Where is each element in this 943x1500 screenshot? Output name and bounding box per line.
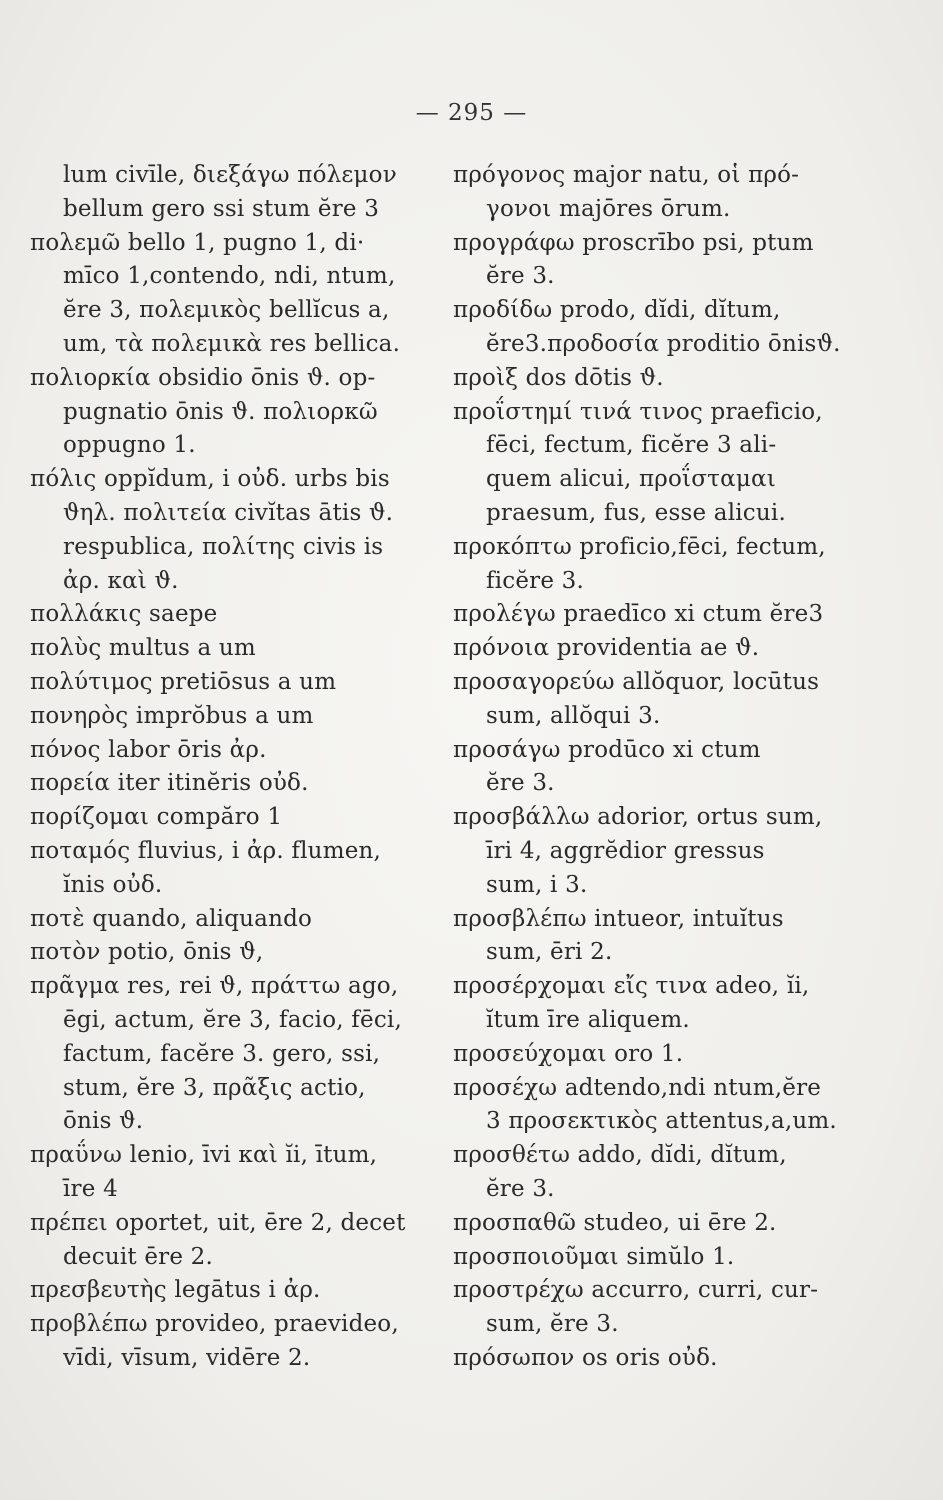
dictionary-line: lum civīle, διεξάγω πόλεμον [63, 162, 397, 188]
page-number: — 295 — [415, 100, 528, 126]
dictionary-line: ĕre 3. [486, 1175, 555, 1202]
dictionary-line: stum, ĕre 3, πρᾶξις actio, [63, 1074, 366, 1101]
dictionary-line: īre 4 [63, 1175, 118, 1202]
dictionary-line: 3 προσεκτικὸς attentus,a,um. [486, 1108, 837, 1135]
dictionary-line: bellum gero ssi stum ĕre 3 [63, 195, 380, 222]
dictionary-line: πόλις oppĭdum, i οὐδ. urbs bis [30, 466, 390, 493]
dictionary-line: sum, i 3. [486, 871, 588, 898]
dictionary-line: προγράφω proscrībo psi, ptum [453, 229, 814, 256]
dictionary-line: προκόπτω proficio,fēci, fectum, [453, 533, 826, 560]
dictionary-line: um, τὰ πολεμικὰ res bellica. [63, 330, 401, 357]
dictionary-line: ποτὸν potio, ōnis ϑ, [30, 939, 264, 966]
dictionary-line: πρόγονος major natu, οἱ πρό- [453, 162, 800, 188]
dictionary-line: προσεύχομαι oro 1. [453, 1040, 684, 1067]
dictionary-line: pugnatio ōnis ϑ. πολιορκῶ [63, 398, 378, 425]
dictionary-line: ποτὲ quando, aliquando [30, 905, 313, 932]
dictionary-line: respublica, πολίτης civis is [63, 533, 384, 560]
dictionary-line: πορίζομαι compăro 1 [30, 804, 283, 831]
dictionary-line: ĭnis οὐδ. [63, 871, 163, 898]
dictionary-line: fēci, fectum, ficĕre 3 ali- [486, 432, 777, 459]
dictionary-line: προσέρχομαι εἴς τινα adeo, ĭi, [453, 973, 810, 1000]
right-column [453, 159, 923, 1376]
dictionary-line: προσπαθῶ studeo, ui ēre 2. [453, 1209, 777, 1236]
dictionary-line: quem alicui, προΐσταμαι [486, 466, 776, 493]
dictionary-line: sum, allŏqui 3. [486, 702, 661, 729]
dictionary-line: προσέχω adtendo,ndi ntum,ĕre [453, 1074, 822, 1101]
dictionary-line: ficĕre 3. [486, 567, 585, 594]
dictionary-line: ĕre 3. [486, 770, 555, 797]
dictionary-line: προσθέτω addo, dĭdi, dĭtum, [453, 1142, 787, 1169]
dictionary-line: πραΰνω lenio, īvi καὶ ĭi, ītum, [30, 1142, 378, 1169]
dictionary-line: προσάγω prodūco xi ctum [453, 736, 761, 763]
dictionary-line: ποταμός fluvius, i ἀρ. flumen, [30, 837, 382, 864]
dictionary-line: īri 4, aggrĕdior gressus [486, 837, 765, 864]
dictionary-line: προδίδω prodo, dĭdi, dĭtum, [453, 297, 781, 324]
dictionary-line: προσποιοῦμαι simŭlo 1. [453, 1243, 735, 1270]
dictionary-line: πρόνοια providentia ae ϑ. [453, 635, 760, 662]
dictionary-line: ϑηλ. πολιτεία civĭtas ātis ϑ. [63, 499, 394, 526]
dictionary-line: ĕre3.προδοσία proditio ōnisϑ. [486, 330, 841, 357]
left-column [30, 159, 450, 1376]
dictionary-line: προσαγορεύω allŏquor, locūtus [453, 668, 820, 695]
dictionary-line: ōnis ϑ. [63, 1108, 144, 1135]
dictionary-line: προλέγω praedīco xi ctum ĕre3 [453, 601, 824, 628]
dictionary-line: προΐστημί τινά τινος praeficio, [453, 398, 823, 425]
dictionary-line: ĕre 3. [486, 263, 555, 290]
dictionary-line: ἀρ. καὶ ϑ. [63, 567, 179, 594]
dictionary-line: factum, facĕre 3. gero, ssi, [63, 1040, 381, 1067]
dictionary-line: sum, ēri 2. [486, 939, 613, 966]
dictionary-line: oppugno 1. [63, 432, 196, 459]
dictionary-line: praesum, fus, esse alicui. [486, 499, 786, 526]
dictionary-line: προσβάλλω adorior, ortus sum, [453, 804, 823, 831]
dictionary-line: ēgi, actum, ĕre 3, facio, fēci, [63, 1006, 402, 1033]
dictionary-line: πρᾶγμα res, rei ϑ, πράττω ago, [30, 973, 399, 1000]
dictionary-line: mīco 1,contendo, ndi, ntum, [63, 263, 396, 290]
dictionary-line: πονηρὸς imprŏbus a um [30, 702, 314, 729]
dictionary-line: πρέπει oportet, uit, ēre 2, decet [30, 1209, 406, 1236]
dictionary-line: πολλάκις saepe [30, 601, 218, 628]
dictionary-line: πορεία iter itinĕris οὐδ. [30, 770, 309, 797]
dictionary-line: γονοι majōres ōrum. [486, 195, 731, 222]
dictionary-line: πολεμῶ bello 1, pugno 1, di· [30, 229, 365, 256]
dictionary-line: vīdi, vīsum, vidēre 2. [63, 1344, 311, 1371]
dictionary-line: πολιορκία obsidio ōnis ϑ. op- [30, 364, 376, 391]
dictionary-line: προὶξ dos dōtis ϑ. [453, 364, 664, 391]
dictionary-line: προβλέπω provideo, praevideo, [30, 1311, 399, 1338]
dictionary-line: πρόσωπον os oris οὐδ. [453, 1344, 718, 1371]
dictionary-line: πόνος labor ōris ἀρ. [30, 736, 267, 763]
dictionary-line: πολὺς multus a um [30, 635, 256, 662]
dictionary-line: προσβλέπω intueor, intuĭtus [453, 905, 784, 932]
dictionary-line: ĭtum īre aliquem. [486, 1006, 690, 1033]
dictionary-line: ĕre 3, πολεμικὸς bellĭcus a, [63, 297, 390, 324]
dictionary-line: πολύτιμος pretiōsus a um [30, 668, 337, 695]
dictionary-line: sum, ĕre 3. [486, 1311, 619, 1338]
dictionary-line: decuit ēre 2. [63, 1243, 214, 1270]
dictionary-line: πρεσβευτὴς legātus i ἀρ. [30, 1277, 321, 1304]
dictionary-line: προστρέχω accurro, curri, cur- [453, 1277, 819, 1304]
